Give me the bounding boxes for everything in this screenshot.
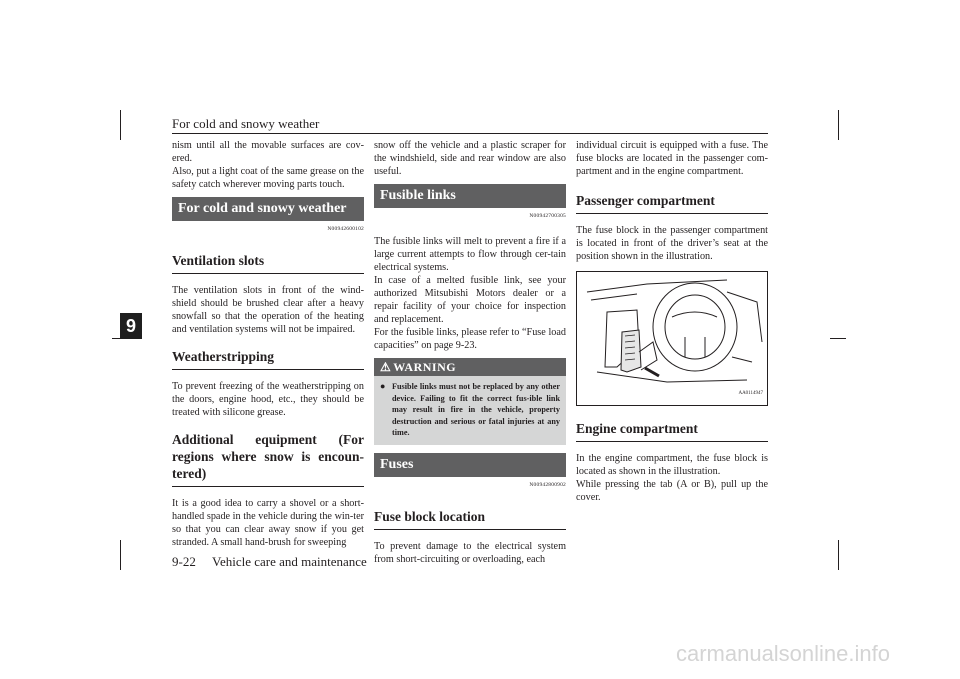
paragraph: To prevent freezing of the weatherstripping on the doors, engine hood, etc., they should be treated with silicone grease. xyxy=(172,381,364,418)
warning-label: WARNING xyxy=(393,360,457,374)
warning-header xyxy=(374,358,566,376)
paragraph: For the fusible links, please refer to “Fuse load capacities” on page 9-23. xyxy=(374,327,566,351)
paragraph: In case of a melted fusible link, see your authorized Mitsubishi Motors dealer or a repair facility of your choice for inspection and replacement. xyxy=(374,275,566,325)
column-2 xyxy=(374,139,566,566)
column-1 xyxy=(172,139,364,549)
paragraph: To prevent damage to the electrical system from short-circuiting or overloading, each xyxy=(374,540,566,565)
figure-code: AA0114947 xyxy=(738,391,763,396)
paragraph: While pressing the tab (A or B), pull up the cover. xyxy=(576,479,768,503)
subheading: Fuse block location xyxy=(374,504,566,530)
paragraph: Also, put a light coat of the same grease on the safety catch wherever moving parts touch. xyxy=(172,166,364,190)
header-rule xyxy=(172,133,768,134)
crop-mark xyxy=(120,110,121,140)
chapter-tab: 9 xyxy=(120,313,142,339)
subheading: Passenger compartment xyxy=(576,188,768,214)
page-header-title: For cold and snowy weather xyxy=(172,116,320,131)
bullet-icon: ● xyxy=(380,381,386,391)
crop-mark xyxy=(120,540,121,570)
subheading: Ventilation slots xyxy=(172,248,364,274)
dashboard-illustration-icon xyxy=(577,272,767,405)
page-number: 9-22 xyxy=(172,554,196,569)
section-heading: Fusible links xyxy=(374,184,566,208)
section-code: N00942700305 xyxy=(529,213,566,219)
paragraph: individual circuit is equipped with a fuse. The fuse blocks are located in the passenger com-partment and in the engine compartment. xyxy=(576,140,768,177)
paragraph: snow off the vehicle and a plastic scraper for the windshield, side and rear window are also useful. xyxy=(374,140,566,177)
paragraph: The fusible links will melt to prevent a fire if a large current attempts to flow through cer-tain electrical systems. xyxy=(374,236,566,273)
subheading: Additional equipment (For regions where snow is encoun-tered) xyxy=(172,427,364,487)
section-heading: Fuses xyxy=(374,453,566,477)
column-3 xyxy=(576,139,768,504)
crop-mark xyxy=(838,110,839,140)
subheading: Engine compartment xyxy=(576,416,768,442)
fuse-block-illustration xyxy=(576,271,768,406)
paragraph: nism until all the movable surfaces are cov-ered. xyxy=(172,140,364,164)
warning-text: Fusible links must not be replaced by any other device. Failing to fit the correct fus-ible link may result in fire in the vehicle, property destruction and serious or fatal injuries at any time. xyxy=(392,382,560,437)
paragraph: The ventilation slots in front of the wind-shield should be brushed clear after a heavy snowfall so that the operation of the heating and ventilation systems will not be impaired. xyxy=(172,285,364,335)
crop-mark xyxy=(838,540,839,570)
warning-box xyxy=(374,358,566,445)
warning-item xyxy=(374,376,566,439)
paragraph: The fuse block in the passenger compartment is located in front of the driver’s seat at the position shown in the illustration. xyxy=(576,225,768,262)
watermark: carmanualsonline.info xyxy=(675,641,890,666)
crop-mark xyxy=(830,338,846,339)
warning-icon: ⚠ xyxy=(380,360,392,374)
footer-section-title: Vehicle care and maintenance xyxy=(212,554,367,569)
paragraph: It is a good idea to carry a shovel or a short-handled spade in the vehicle during the win-ter so that you can clear away snow if you get stranded. A small hand-brush for sweeping xyxy=(172,498,364,548)
section-code: N00942800902 xyxy=(529,481,566,488)
paragraph: In the engine compartment, the fuse block is located as shown in the illustration. xyxy=(576,453,768,477)
subheading: Weatherstripping xyxy=(172,344,364,370)
section-code: N00942600102 xyxy=(327,226,364,232)
section-heading: For cold and snowy weather xyxy=(172,197,364,221)
